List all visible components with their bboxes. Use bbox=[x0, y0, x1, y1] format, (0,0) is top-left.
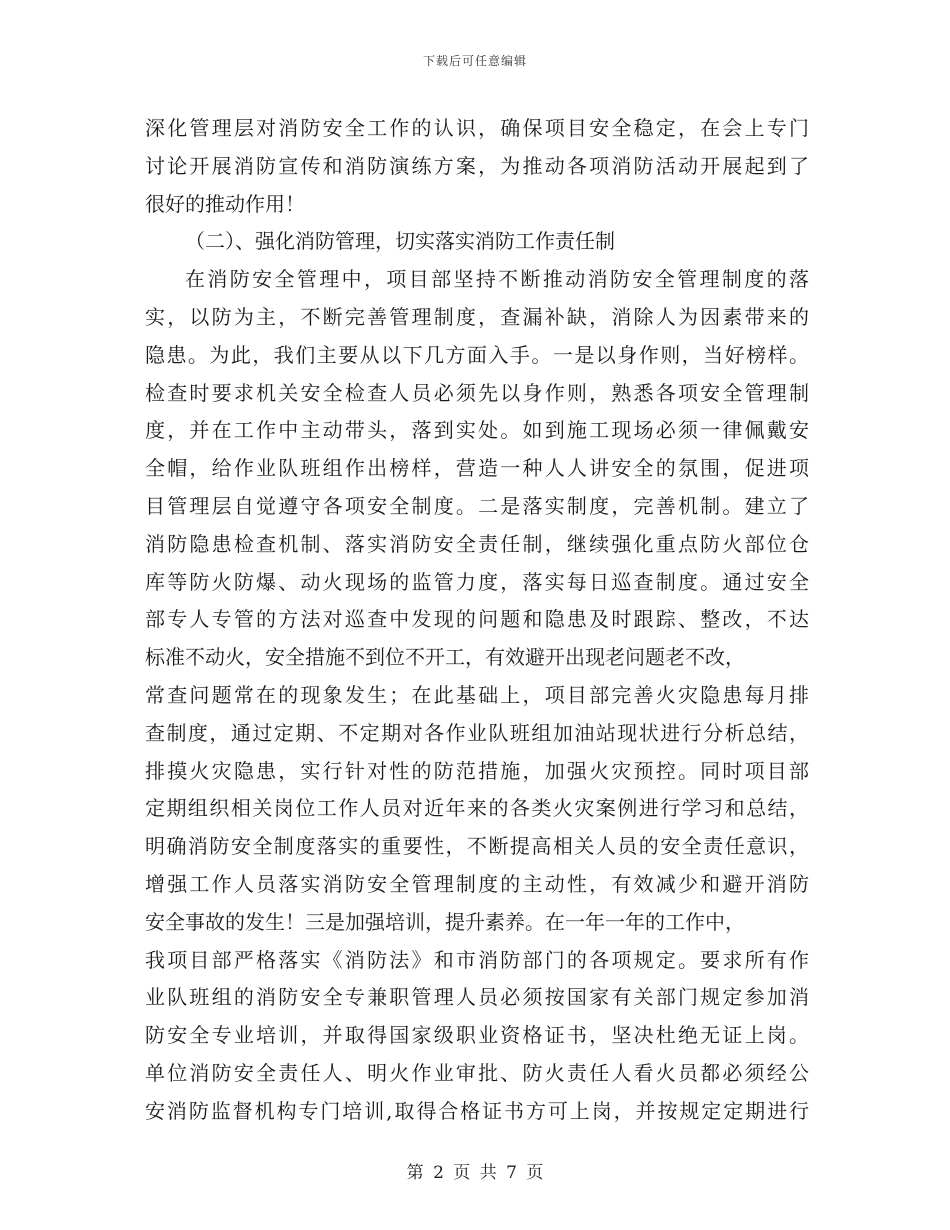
paragraph-first-line: 在消防安全管理中，项目部坚持不断推动消防安全管理制度的落 bbox=[185, 267, 809, 292]
text-line: 常查问题常在的现象发生；在此基础上，项目部完善火灾隐患每月排 bbox=[145, 682, 809, 707]
text-line: 检查时要求机关安全检查人员必须先以身作则，熟悉各项安全管理制 bbox=[145, 380, 809, 405]
text-line: 标准不动火，安全措施不到位不开工，有效避开出现老问题老不改， bbox=[145, 645, 745, 670]
text-line: 实，以防为主，不断完善管理制度，查漏补缺，消除人为因素带来的 bbox=[145, 304, 809, 329]
page-header: 下载后可任意编辑 bbox=[422, 54, 527, 68]
text-line: 库等防火防爆、动火现场的监管力度，落实每日巡查制度。通过安全 bbox=[145, 569, 809, 594]
text-line: 明确消防安全制度落实的重要性，不断提高相关人员的安全责任意识， bbox=[145, 834, 809, 859]
text-line: 目管理层自觉遵守各项安全制度。二是落实制度，完善机制。建立了 bbox=[145, 493, 809, 518]
text-line: 安全事故的发生！三是加强培训，提升素养。在一年一年的工作中， bbox=[145, 909, 745, 934]
document-body bbox=[145, 110, 809, 1131]
text-line: 查制度，通过定期、不定期对各作业队班组加油站现状进行分析总结， bbox=[145, 720, 809, 745]
text-line: 深化管理层对消防安全工作的认识，确保项目安全稳定，在会上专门 bbox=[145, 116, 809, 140]
text-line: 讨论开展消防宣传和消防演练方案，为推动各项消防活动开展起到了 bbox=[145, 153, 809, 178]
text-line: 单位消防安全责任人、明火作业审批、防火责任人看火员都必须经公 bbox=[145, 1060, 809, 1085]
text-line: 增强工作人员落实消防安全管理制度的主动性，有效减少和避开消防 bbox=[145, 871, 809, 896]
text-line: 防安全专业培训，并取得国家级职业资格证书，坚决杜绝无证上岗。 bbox=[145, 1023, 809, 1048]
text-line: 定期组织相关岗位工作人员对近年来的各类火灾案例进行学习和总结， bbox=[145, 796, 809, 821]
text-line: 度，并在工作中主动带头，落到实处。如到施工现场必须一律佩戴安 bbox=[145, 418, 809, 443]
text-line: 我项目部严格落实《消防法》和市消防部门的各项规定。要求所有作 bbox=[145, 947, 809, 972]
text-line: 业队班组的消防安全专兼职管理人员必须按国家有关部门规定参加消 bbox=[145, 985, 809, 1010]
page-number: 第 2 页 共 7 页 bbox=[406, 1163, 544, 1183]
text-line: 很好的推动作用！ bbox=[145, 191, 305, 216]
text-line: 隐患。为此，我们主要从以下几方面入手。一是以身作则，当好榜样。 bbox=[145, 342, 809, 367]
text-line: 安消防监督机构专门培训,取得合格证书方可上岗，并按规定定期进行 bbox=[145, 1098, 809, 1123]
section-heading: （二）、强化消防管理，切实落实消防工作责任制 bbox=[185, 229, 615, 254]
text-line: 部专人专管的方法对巡查中发现的问题和隐患及时跟踪、整改，不达 bbox=[145, 607, 809, 632]
text-line: 排摸火灾隐患，实行针对性的防范措施，加强火灾预控。同时项目部 bbox=[145, 758, 809, 783]
text-line: 全帽，给作业队班组作出榜样，营造一种人人讲安全的氛围，促进项 bbox=[145, 456, 809, 481]
text-line: 消防隐患检查机制、落实消防安全责任制，继续强化重点防火部位仓 bbox=[145, 531, 809, 556]
